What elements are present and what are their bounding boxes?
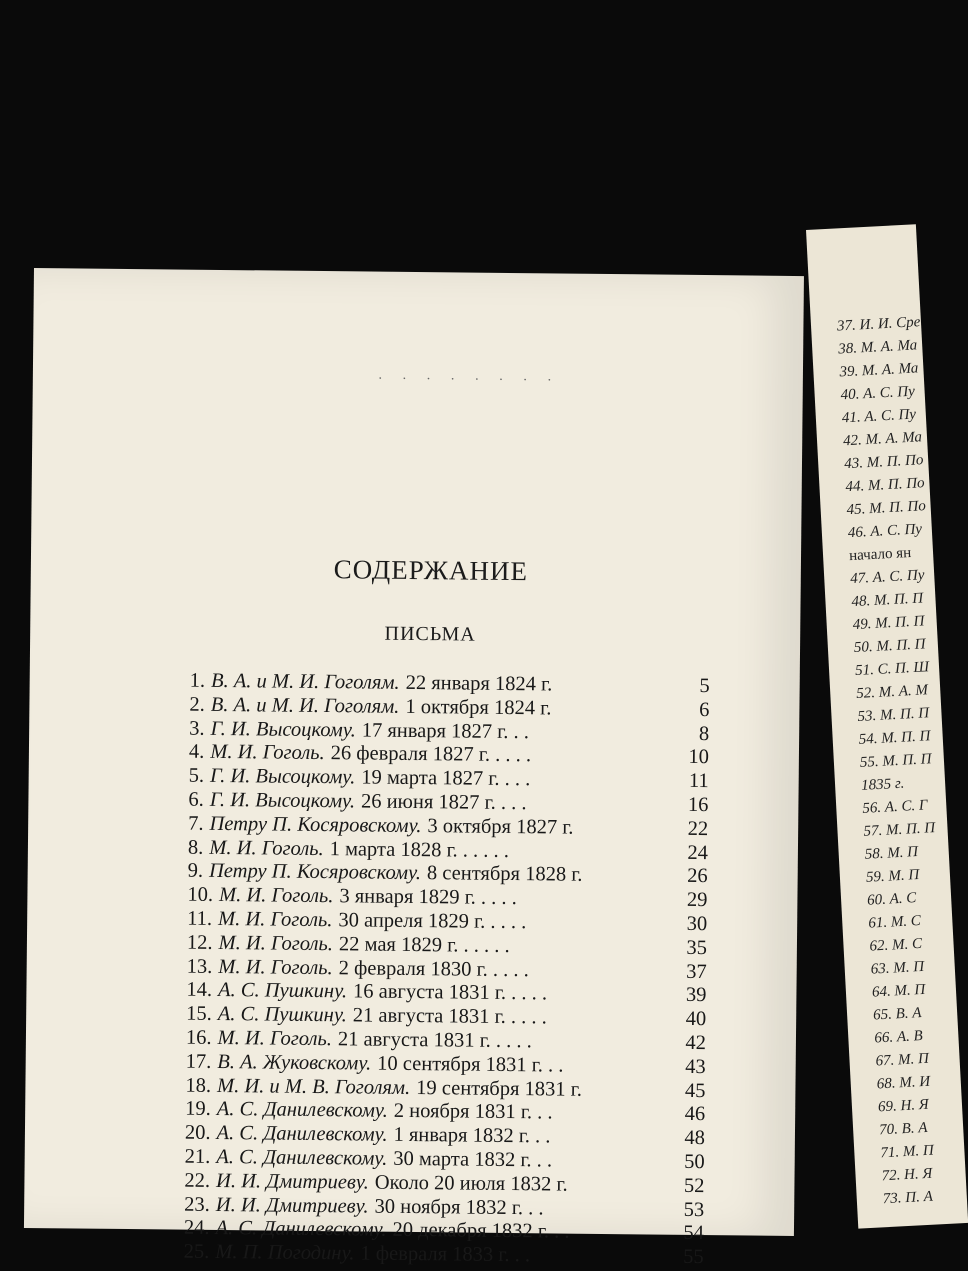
toc-entry-number: 16.	[185, 1026, 212, 1049]
toc-entry-page: 43	[685, 1055, 706, 1078]
right-page-entry: 57. М. П. П	[863, 820, 936, 840]
right-page-entry: 38. М. А. Ма	[837, 337, 918, 358]
toc-entry-date: 21 августа 1831 г. . . . .	[337, 1028, 532, 1053]
toc-entry-addressee: В. А. и М. И. Гоголям.	[210, 669, 400, 694]
left-book-page	[24, 268, 804, 1269]
toc-entry-addressee: М. И. Гоголь.	[217, 907, 333, 932]
toc-entry-page: 45	[684, 1079, 706, 1102]
toc-entry-addressee: М. И. Гоголь.	[209, 836, 324, 860]
toc-entry-page: 22	[687, 817, 709, 840]
toc-entry-date: 2 февраля 1830 г. . . . .	[338, 956, 529, 981]
toc-entry-number: 7.	[188, 812, 204, 835]
toc-entry-date: 3 октября 1827 г.	[427, 814, 574, 839]
toc-entry-addressee: И. И. Дмитриеву.	[215, 1169, 369, 1194]
toc-entry-number: 10.	[187, 883, 214, 907]
toc-entry-number: 2.	[189, 693, 205, 716]
right-page-entry: 72. Н. Я	[881, 1165, 933, 1185]
toc-entry-addressee: Петру П. Косяровскому.	[209, 812, 422, 837]
right-page-entry: 61. М. С	[867, 912, 922, 932]
toc-entry-date: 19 сентября 1831 г.	[416, 1076, 583, 1101]
toc-entry-addressee: И. И. Дмитриеву.	[215, 1193, 369, 1218]
toc-entry-date: 19 марта 1827 г. . . .	[361, 766, 531, 791]
toc-entry-page: 35	[686, 936, 708, 959]
toc-entry-number: 1.	[189, 669, 206, 692]
toc-entry-addressee: Г. И. Высоцкому.	[209, 765, 356, 789]
toc-entry-page: 24	[687, 841, 709, 864]
right-page-entry: 54. М. П. П	[858, 728, 931, 748]
toc-entry-addressee: В. А. Жуковскому.	[217, 1050, 372, 1075]
toc-entry-date: 10 сентября 1831 г. . .	[377, 1052, 564, 1077]
right-page-entry: 62. М. С	[869, 935, 923, 955]
toc-entry-number: 25.	[183, 1240, 210, 1264]
toc-entry-number: 9.	[187, 860, 204, 883]
toc-entry-number: 8.	[187, 836, 204, 859]
right-page-entry: 60. А. С	[866, 890, 917, 909]
toc-entry-date: 1 января 1832 г. . .	[393, 1123, 551, 1148]
toc-entry-number: 19.	[185, 1097, 211, 1121]
right-page-entry: 67. М. П	[875, 1050, 930, 1070]
toc-entry-number: 17.	[185, 1050, 212, 1073]
toc-entry-date: 1 марта 1828 г. . . . . .	[329, 837, 510, 862]
right-page-entry: 1835 г.	[860, 775, 905, 794]
toc-entry-page: 42	[685, 1031, 707, 1055]
toc-entry-date: 8 сентября 1828 г.	[426, 862, 583, 887]
toc-entry-number: 4.	[188, 741, 205, 764]
right-page-entry: 50. М. П. П	[853, 636, 926, 657]
toc-entry-number: 12.	[186, 931, 213, 954]
toc-entry-date: 26 июня 1827 г. . . .	[360, 790, 527, 815]
toc-entry-addressee: В. А. и М. И. Гоголям.	[210, 693, 400, 718]
toc-entry-page: 50	[684, 1150, 705, 1174]
right-page-entry: 49. М. П. П	[852, 613, 925, 634]
right-page-entry: 65. В. А	[872, 1005, 922, 1024]
toc-entry-addressee: Г. И. Высоцкому.	[210, 717, 356, 741]
right-page-entry: 46. А. С. Пу	[847, 521, 923, 542]
toc-entry-number: 11.	[187, 907, 213, 930]
toc-entry-number: 5.	[188, 764, 205, 787]
right-page-entry: 66. А. В	[873, 1028, 924, 1047]
toc-entry-date: 20 декабря 1832 г. . .	[392, 1219, 570, 1243]
right-page-entry: 37. И. И. Сре	[836, 314, 921, 335]
section-subtitle: ПИСЬМА	[384, 622, 476, 646]
toc-entry-date: 3 января 1829 г. . . . .	[339, 885, 517, 910]
right-page-entry: 59. М. П	[865, 866, 920, 886]
toc-entry-date: 22 января 1824 г.	[405, 671, 553, 696]
toc-entry-number: 14.	[186, 978, 213, 1002]
right-page-entry: 64. М. П	[871, 981, 926, 1001]
toc-entry-date: 16 августа 1831 г. . . . .	[352, 980, 548, 1005]
toc-entry-page: 30	[686, 912, 708, 936]
toc-entry-date: 30 марта 1832 г. . .	[393, 1147, 553, 1172]
toc-entry-page: 8	[698, 722, 710, 745]
toc-entry-date: 26 февраля 1827 г. . . . .	[330, 742, 532, 767]
toc-entry-page: 48	[684, 1127, 706, 1150]
right-page-entry: 47. А. С. Пу	[849, 567, 925, 588]
toc-entry-addressee: А. С. Данилевскому.	[216, 1098, 388, 1123]
right-page-entries	[811, 314, 967, 1215]
toc-entry-date: 1 октября 1824 г.	[405, 695, 552, 720]
right-page-entry: 43. М. П. По	[843, 452, 924, 473]
right-page-entry: 39. М. А. Ма	[839, 360, 919, 381]
right-page-entry: 44. М. П. По	[845, 475, 926, 496]
toc-entry-page: 37	[686, 960, 707, 983]
toc-entry-number: 22.	[184, 1169, 211, 1192]
right-page-entry: 42. М. А. Ма	[842, 429, 923, 450]
toc-entry-page: 53	[683, 1198, 705, 1221]
toc-entry-addressee: М. И. Гоголь.	[218, 931, 334, 955]
toc-entry-page: 11	[688, 770, 709, 793]
toc-entry-number: 6.	[188, 788, 204, 811]
toc-entry-date: 30 ноября 1832 г. . .	[374, 1195, 544, 1219]
toc-entry-addressee: М. П. Погодину.	[215, 1241, 355, 1265]
toc-entry-addressee: А. С. Пушкину.	[217, 1003, 347, 1027]
toc-entry-number: 20.	[184, 1121, 211, 1145]
toc-entry-date: Около 20 июля 1832 г.	[374, 1171, 568, 1196]
toc-entry-page: 29	[686, 889, 708, 912]
right-page-entry: 73. П. А	[882, 1188, 934, 1208]
faint-dots: · · · · · · · ·	[377, 371, 560, 389]
toc-entry-addressee: Г. И. Высоцкому.	[209, 788, 356, 813]
right-page-entry: 52. М. А. М	[855, 682, 929, 702]
toc-entry-addressee: А. С. Данилевскому.	[215, 1217, 387, 1242]
right-page-entry: 70. В. А	[878, 1119, 928, 1139]
toc-entry-page: 10	[688, 746, 710, 769]
right-page-entry: 48. М. П. П	[851, 590, 924, 611]
toc-entry-addressee: А. С. Данилевскому.	[216, 1122, 388, 1146]
toc-entry-page: 26	[687, 865, 708, 888]
toc-entry-number: 23.	[184, 1193, 210, 1216]
right-page-entry: 41. А. С. Пу	[841, 406, 917, 427]
right-page-entry: 51. С. П. Ш	[854, 659, 930, 680]
right-book-page	[806, 224, 968, 1228]
toc-entry-number: 21.	[184, 1145, 211, 1168]
toc-entry-addressee: Петру П. Косяровскому.	[208, 860, 422, 885]
toc-entry-addressee: А. С. Пушкину.	[217, 979, 348, 1003]
right-page-entry: 56. А. С. Г	[861, 797, 928, 817]
toc-entry-page: 40	[685, 1008, 707, 1031]
right-page-entry: 68. М. И	[876, 1073, 931, 1093]
toc-entry-page: 52	[683, 1174, 705, 1197]
right-page-entry: 71. М. П	[880, 1142, 935, 1162]
toc-entry-date: 22 мая 1829 г. . . . . .	[338, 932, 510, 957]
toc-entry-number: 18.	[185, 1074, 212, 1097]
right-page-entry: 55. М. П. П	[859, 751, 932, 771]
right-page-entry: 69. Н. Я	[877, 1096, 930, 1116]
toc-entry-addressee: М. И. и М. В. Гоголям.	[216, 1074, 411, 1099]
toc-entry-page: 46	[684, 1103, 706, 1126]
right-page-entry: 63. М. П	[870, 958, 925, 978]
toc-entry-addressee: М. И. Гоголь.	[218, 884, 334, 908]
right-page-entry: начало ян	[848, 544, 912, 565]
table-of-contents	[184, 670, 710, 1270]
toc-entry-date: 2 ноября 1831 г. . .	[393, 1100, 553, 1124]
toc-entry-page: 5	[699, 674, 710, 698]
toc-entry-date: 21 августа 1831 г. . . . .	[352, 1004, 547, 1029]
toc-entry-page: 6	[699, 698, 710, 721]
toc-entry-page: 55	[683, 1245, 704, 1269]
toc-entry-page: 54	[683, 1222, 705, 1245]
toc-entry-addressee: М. И. Гоголь.	[217, 1026, 333, 1051]
toc-entry-number: 24.	[183, 1216, 210, 1240]
toc-entry-date: 17 января 1827 г. . .	[361, 719, 530, 743]
right-page-entry: 58. М. П	[864, 843, 919, 863]
toc-entry-number: 15.	[186, 1002, 212, 1026]
right-page-entry: 40. А. С. Пу	[840, 383, 916, 404]
toc-entry-number: 3.	[189, 717, 205, 740]
page-title: СОДЕРЖАНИЕ	[333, 554, 529, 587]
toc-entry-date: 30 апреля 1829 г. . . . .	[338, 909, 527, 934]
toc-entry-date: 1 февраля 1833 г. . .	[360, 1242, 531, 1267]
toc-entry-addressee: М. И. Гоголь.	[218, 955, 333, 979]
right-page-entry: 45. М. П. По	[846, 498, 927, 519]
toc-entry-page: 39	[685, 984, 707, 1007]
toc-entry-number: 13.	[186, 955, 213, 978]
toc-entry-addressee: М. И. Гоголь.	[210, 741, 325, 765]
toc-entry	[184, 1241, 704, 1270]
toc-entry-page: 16	[687, 793, 709, 817]
toc-entry-addressee: А. С. Данилевскому.	[216, 1145, 388, 1170]
right-page-entry: 53. М. П. П	[857, 705, 930, 725]
